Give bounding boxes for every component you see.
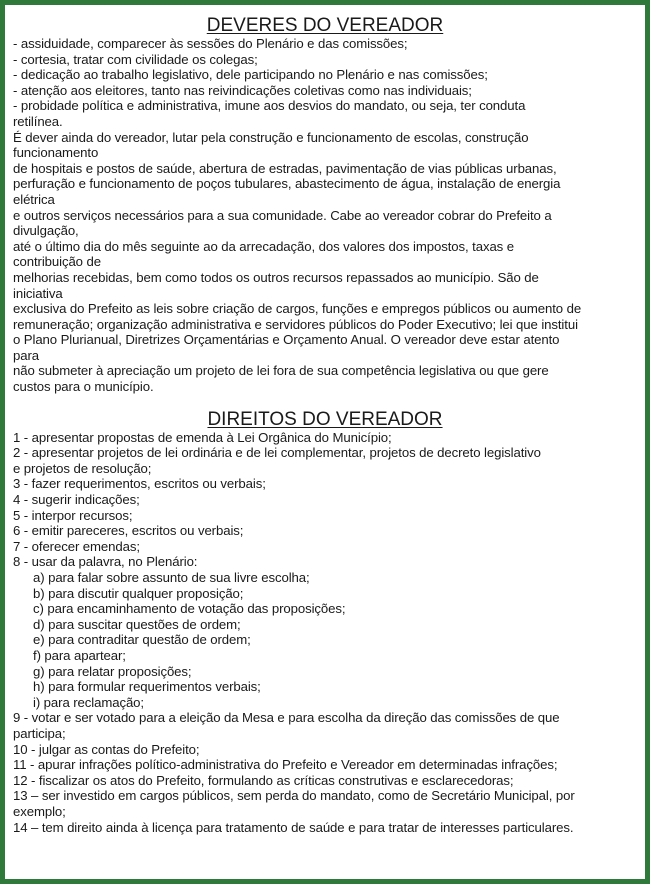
sub-list-item: f) para apartear; [33,647,126,663]
text-line: perfuração e funcionamento de poços tubulares, abastecimento de água, instalação de energia [13,176,561,192]
direitos-title: DIREITOS DO VEREADOR [207,408,443,430]
text-line: elétrica [13,191,55,207]
deveres-text [13,36,637,395]
direitos-section [13,409,637,835]
list-item: 9 - votar e ser votado para a eleição da Mesa e para escolha da direção das comissões de que [13,710,560,726]
text-line: - probidade política e administrativa, imune aos desvios do mandato, ou seja, ter conduta [13,98,526,114]
list-item: 7 - oferecer emendas; [13,538,140,554]
list-item: exemplo; [13,803,66,819]
text-line: retilínea. [13,113,63,129]
list-item: participa; [13,725,66,741]
text-line: - dedicação ao trabalho legislativo, dele participando no Plenário e nas comissões; [13,67,488,83]
list-item: 1 - apresentar propostas de emenda à Lei Orgânica do Município; [13,429,392,445]
list-item: 11 - apurar infrações político-administrativa do Prefeito e Vereador em determinadas infrações; [13,757,558,773]
document-sheet [5,5,645,879]
list-item: 13 – ser investido em cargos públicos, sem perda do mandato, como de Secretário Municipal, por [13,788,575,804]
direitos-list-continued [13,710,637,835]
sub-list-item: h) para formular requerimentos verbais; [33,679,261,695]
text-line: iniciativa [13,285,63,301]
sub-list-item: i) para reclamação; [33,694,144,710]
list-item: 6 - emitir pareceres, escritos ou verbais; [13,523,244,539]
list-item: 10 - julgar as contas do Prefeito; [13,741,200,757]
text-line: melhorias recebidas, bem como todos os outros recursos repassados ao município. São de [13,269,539,285]
text-line: o Plano Plurianual, Diretrizes Orçamentárias e Orçamento Anual. O vereador deve estar atento [13,332,560,348]
text-line: até o último dia do mês seguinte ao da arrecadação, dos valores dos impostos, taxas e [13,238,514,254]
sub-list-item: e) para contraditar questão de ordem; [33,632,251,648]
deveres-title: DEVERES DO VEREADOR [206,15,444,36]
text-line: exclusiva do Prefeito as leis sobre criação de cargos, funções e empregos públicos ou aumento de [13,301,582,317]
text-line: É dever ainda do vereador, lutar pela construção e funcionamento de escolas, construção [13,129,529,145]
sub-list-item: b) para discutir qualquer proposição; [33,585,244,601]
list-item: 14 – tem direito ainda à licença para tratamento de saúde e para tratar de interesses particulares. [13,819,574,835]
list-item: 4 - sugerir indicações; [13,492,140,508]
text-line: contribuição de [13,254,101,270]
sub-list-item: c) para encaminhamento de votação das proposições; [33,601,346,617]
text-line: remuneração; organização administrativa e servidores públicos do Poder Executivo; lei que institui [13,316,578,332]
text-line: custos para o município. [13,379,154,395]
text-line: - cortesia, tratar com civilidade os colegas; [13,51,258,67]
section-spacer [13,395,637,409]
list-item: 3 - fazer requerimentos, escritos ou verbais; [13,476,266,492]
text-line: - assiduidade, comparecer às sessões do Plenário e das comissões; [13,36,408,51]
list-item: 2 - apresentar projetos de lei ordinária e de lei complementar, projetos de decreto legislativo [13,445,541,461]
sub-list-item: g) para relatar proposições; [33,663,192,679]
text-line: e outros serviços necessários para a sua comunidade. Cabe ao vereador cobrar do Prefeito a [13,207,552,223]
sub-list-item: a) para falar sobre assunto de sua livre escolha; [33,570,310,585]
list-item: 5 - interpor recursos; [13,507,133,523]
list-item: 12 - fiscalizar os atos do Prefeito, formulando as críticas construtivas e esclarecedoras; [13,772,514,788]
text-line: funcionamento [13,145,99,161]
deveres-section [13,15,637,395]
text-line: divulgação, [13,223,79,239]
text-line: não submeter à apreciação um projeto de lei fora de sua competência legislativa ou que gere [13,363,549,379]
text-line: - atenção aos eleitores, tanto nas reivindicações coletivas como nas individuais; [13,82,472,98]
text-line: para [13,347,39,363]
text-line: de hospitais e postos de saúde, abertura de estradas, pavimentação de vias públicas urbanas, [13,160,557,176]
list-item: 8 - usar da palavra, no Plenário: [13,554,198,570]
sub-list-item: d) para suscitar questões de ordem; [33,616,241,632]
direitos-sub-list [13,570,637,710]
direitos-list [13,430,637,570]
list-item: e projetos de resolução; [13,460,152,476]
